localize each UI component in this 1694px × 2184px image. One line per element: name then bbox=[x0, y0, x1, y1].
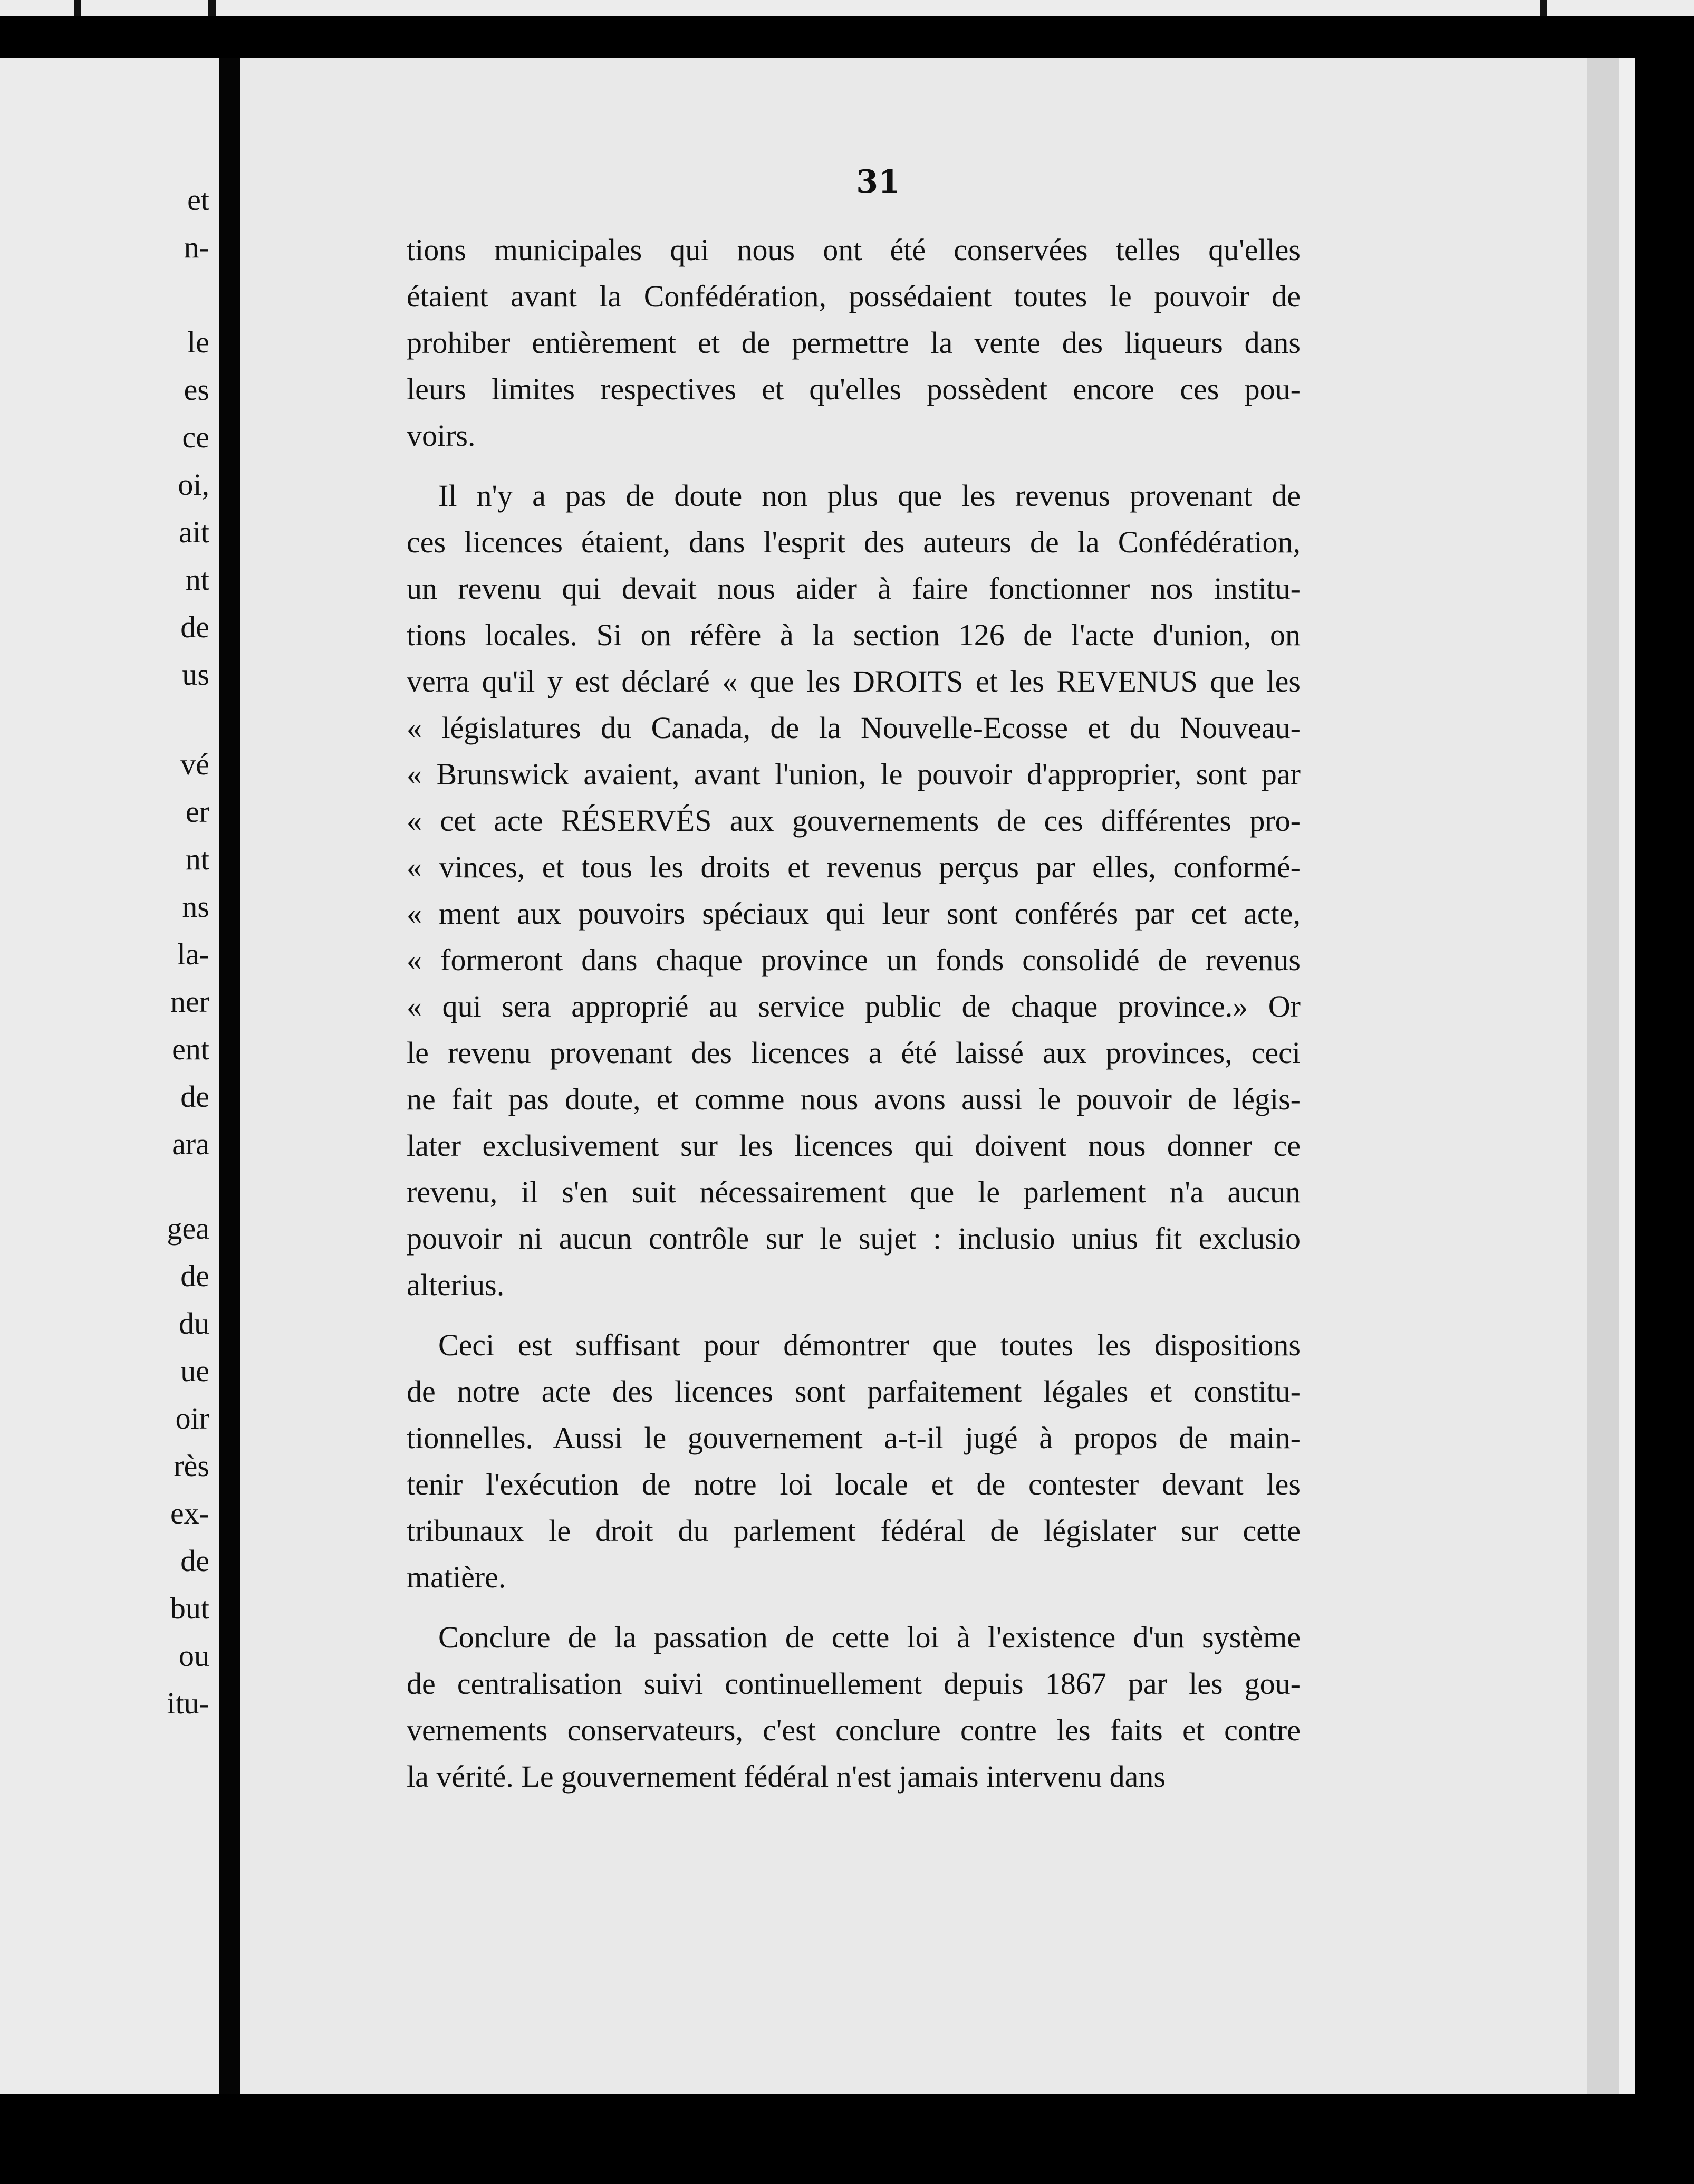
text-line: tionnelles. Aussi le gouvernement a-t-il jugé à propos de main- bbox=[407, 1421, 1301, 1455]
left-page-fragment bbox=[0, 58, 219, 2094]
text-line: revenu, il s'en suit nécessairement que le parlement n'a aucun bbox=[407, 1175, 1301, 1209]
text-line: un revenu qui devait nous aider à faire fonctionner nos institu- bbox=[407, 571, 1301, 606]
text-line: ne fait pas doute, et comme nous avons aussi le pouvoir de légis- bbox=[407, 1082, 1301, 1116]
text-line: « formeront dans chaque province un fonds consolidé de revenus bbox=[407, 943, 1301, 977]
left-page-word-fragment: ue bbox=[180, 1354, 209, 1388]
left-page-word-fragment: nt bbox=[185, 842, 209, 876]
text-line: tribunaux le droit du parlement fédéral de législater sur cette bbox=[407, 1514, 1301, 1548]
left-page-word-fragment: la- bbox=[177, 937, 209, 971]
paragraph-spacer bbox=[407, 1601, 1301, 1614]
text-line: de centralisation suivi continuellement depuis 1867 par les gou- bbox=[407, 1666, 1301, 1701]
text-line: tions municipales qui nous ont été conservées telles qu'elles bbox=[407, 233, 1301, 267]
left-page-word-fragment: ex- bbox=[170, 1496, 209, 1530]
text-line: voirs. bbox=[407, 418, 476, 453]
text-line: la vérité. Le gouvernement fédéral n'est jamais intervenu dans bbox=[407, 1759, 1166, 1794]
left-page-word-fragment: itu- bbox=[167, 1686, 209, 1720]
left-page-word-fragment: ent bbox=[172, 1032, 209, 1066]
text-line: « Brunswick avaient, avant l'union, le pouvoir d'approprier, sont par bbox=[407, 757, 1301, 791]
text-line: pouvoir ni aucun contrôle sur le sujet : inclusio unius fit exclusio bbox=[407, 1221, 1301, 1256]
text-line: Ceci est suffisant pour démontrer que toutes les dispositions bbox=[438, 1328, 1301, 1362]
text-line: étaient avant la Confédération, possédaient toutes le pouvoir de bbox=[407, 279, 1301, 313]
text-line: verra qu'il y est déclaré « que les DROITS et les REVENUS que les bbox=[407, 664, 1301, 698]
page-number: 31 bbox=[856, 164, 900, 200]
text-line: « ment aux pouvoirs spéciaux qui leur sont conférés par cet acte, bbox=[407, 896, 1301, 931]
left-page-word-fragment: n- bbox=[184, 230, 209, 264]
top-rule bbox=[74, 0, 81, 16]
paragraph-spacer bbox=[407, 459, 1301, 473]
text-line: tenir l'exécution de notre loi locale et de contester devant les bbox=[407, 1467, 1301, 1501]
bottom-border bbox=[0, 2094, 1694, 2184]
page-edge bbox=[1619, 58, 1635, 2094]
text-line: ces licences étaient, dans l'esprit des auteurs de la Confédération, bbox=[407, 525, 1301, 559]
page-edge-shadow bbox=[1587, 58, 1619, 2094]
left-page-word-fragment: du bbox=[179, 1306, 209, 1340]
left-page-word-fragment: vé bbox=[180, 747, 209, 781]
left-page-word-fragment: gea bbox=[167, 1211, 209, 1246]
left-page-word-fragment: de bbox=[180, 610, 209, 644]
left-page-word-fragment: es bbox=[184, 372, 209, 407]
left-page-word-fragment: ns bbox=[182, 889, 209, 924]
left-page-word-fragment: us bbox=[182, 657, 209, 692]
left-page-word-fragment: le bbox=[187, 325, 209, 359]
text-line: matière. bbox=[407, 1560, 506, 1594]
left-page-word-fragment: ce bbox=[182, 420, 209, 454]
left-page-word-fragment: ara bbox=[172, 1127, 209, 1161]
left-page-word-fragment: but bbox=[170, 1591, 209, 1625]
body-text bbox=[407, 227, 1301, 1800]
text-line: later exclusivement sur les licences qui doivent nous donner ce bbox=[407, 1128, 1301, 1163]
left-page-word-fragment: ait bbox=[179, 515, 209, 549]
page-gutter bbox=[219, 58, 240, 2094]
text-line: vernements conservateurs, c'est conclure contre les faits et contre bbox=[407, 1713, 1301, 1747]
text-line: « cet acte RÉSERVÉS aux gouvernements de ces différentes pro- bbox=[407, 803, 1301, 838]
left-page-word-fragment: nt bbox=[185, 562, 209, 597]
left-page-word-fragment: oir bbox=[175, 1401, 209, 1435]
left-page-word-fragment: de bbox=[180, 1079, 209, 1114]
left-page-word-fragment: de bbox=[180, 1259, 209, 1293]
text-line: « législatures du Canada, de la Nouvelle-Ecosse et du Nouveau- bbox=[407, 711, 1301, 745]
left-page-word-fragment: et bbox=[187, 183, 209, 217]
top-rule bbox=[1540, 0, 1547, 16]
text-line: de notre acte des licences sont parfaitement légales et constitu- bbox=[407, 1374, 1301, 1409]
top-rule bbox=[208, 0, 216, 16]
left-page-word-fragment: ner bbox=[170, 984, 209, 1019]
text-line: alterius. bbox=[407, 1268, 505, 1302]
top-page-edge bbox=[0, 0, 1694, 16]
left-page-word-fragment: de bbox=[180, 1544, 209, 1578]
text-line: « qui sera approprié au service public de chaque province.» Or bbox=[407, 989, 1301, 1023]
text-line: Conclure de la passation de cette loi à l'existence d'un système bbox=[438, 1620, 1301, 1654]
text-line: le revenu provenant des licences a été laissé aux provinces, ceci bbox=[407, 1036, 1301, 1070]
text-line: Il n'y a pas de doute non plus que les revenus provenant de bbox=[438, 478, 1301, 513]
text-line: leurs limites respectives et qu'elles possèdent encore ces pou- bbox=[407, 372, 1301, 406]
left-page-word-fragment: er bbox=[185, 794, 209, 829]
text-line: tions locales. Si on réfère à la section 126 de l'acte d'union, on bbox=[407, 618, 1301, 652]
text-line: « vinces, et tous les droits et revenus perçus par elles, conformé- bbox=[407, 850, 1301, 884]
right-page bbox=[240, 58, 1587, 2094]
paragraph-spacer bbox=[407, 1308, 1301, 1322]
left-page-word-fragment: ou bbox=[179, 1639, 209, 1673]
left-page-word-fragment: rès bbox=[174, 1449, 209, 1483]
left-page-word-fragment: oi, bbox=[178, 467, 209, 502]
text-line: prohiber entièrement et de permettre la vente des liqueurs dans bbox=[407, 325, 1301, 360]
